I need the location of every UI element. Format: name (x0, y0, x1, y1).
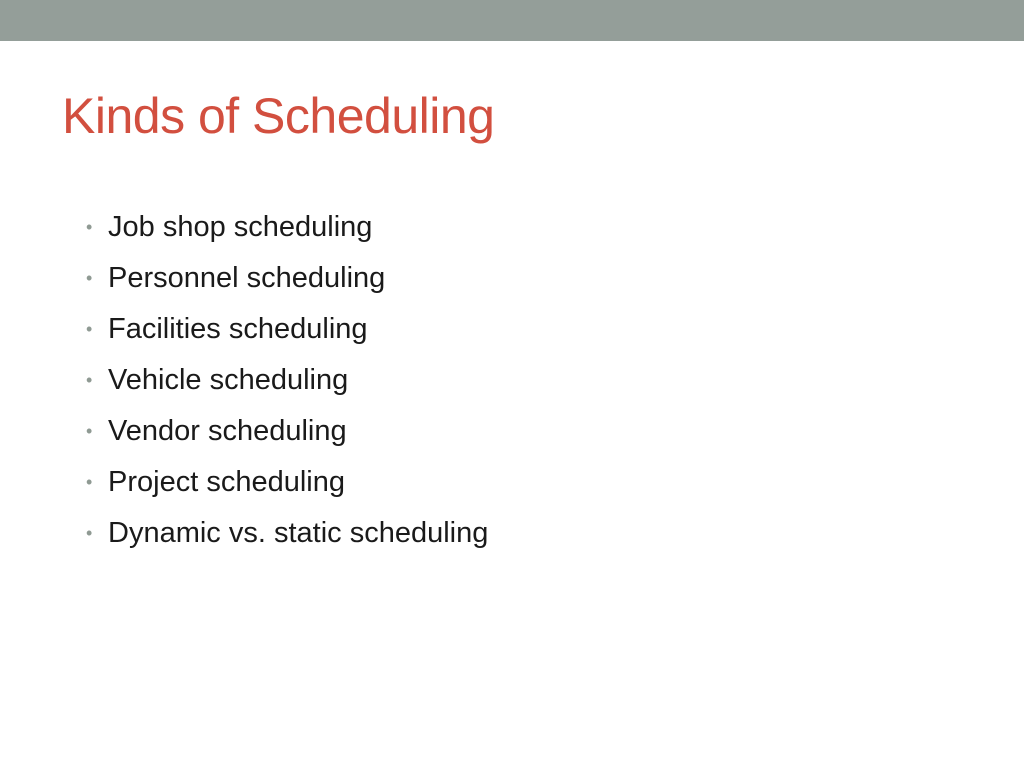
bullet-text: Project scheduling (108, 466, 345, 498)
slide-title: Kinds of Scheduling (62, 88, 495, 144)
bullet-text: Vendor scheduling (108, 415, 347, 447)
bullet-text: Personnel scheduling (108, 262, 386, 294)
top-accent-band (0, 0, 1024, 41)
bullet-item (86, 256, 488, 307)
bullet-item (86, 460, 488, 511)
bullet-icon: • (86, 472, 93, 492)
bullet-item (86, 307, 488, 358)
bullet-item (86, 511, 488, 562)
bullet-text: Dynamic vs. static scheduling (108, 517, 489, 549)
bullet-icon: • (86, 268, 93, 288)
bullet-icon: • (86, 523, 93, 543)
bullet-icon: • (86, 370, 93, 390)
bullet-item (86, 358, 488, 409)
bullet-text: Facilities scheduling (108, 313, 368, 345)
bullet-text: Vehicle scheduling (108, 364, 349, 396)
bullet-text: Job shop scheduling (108, 211, 373, 243)
bullet-icon: • (86, 217, 93, 237)
bullet-icon: • (86, 319, 93, 339)
bullet-item (86, 205, 488, 256)
bullet-icon: • (86, 421, 93, 441)
bullet-item (86, 409, 488, 460)
bullet-list (86, 205, 488, 562)
